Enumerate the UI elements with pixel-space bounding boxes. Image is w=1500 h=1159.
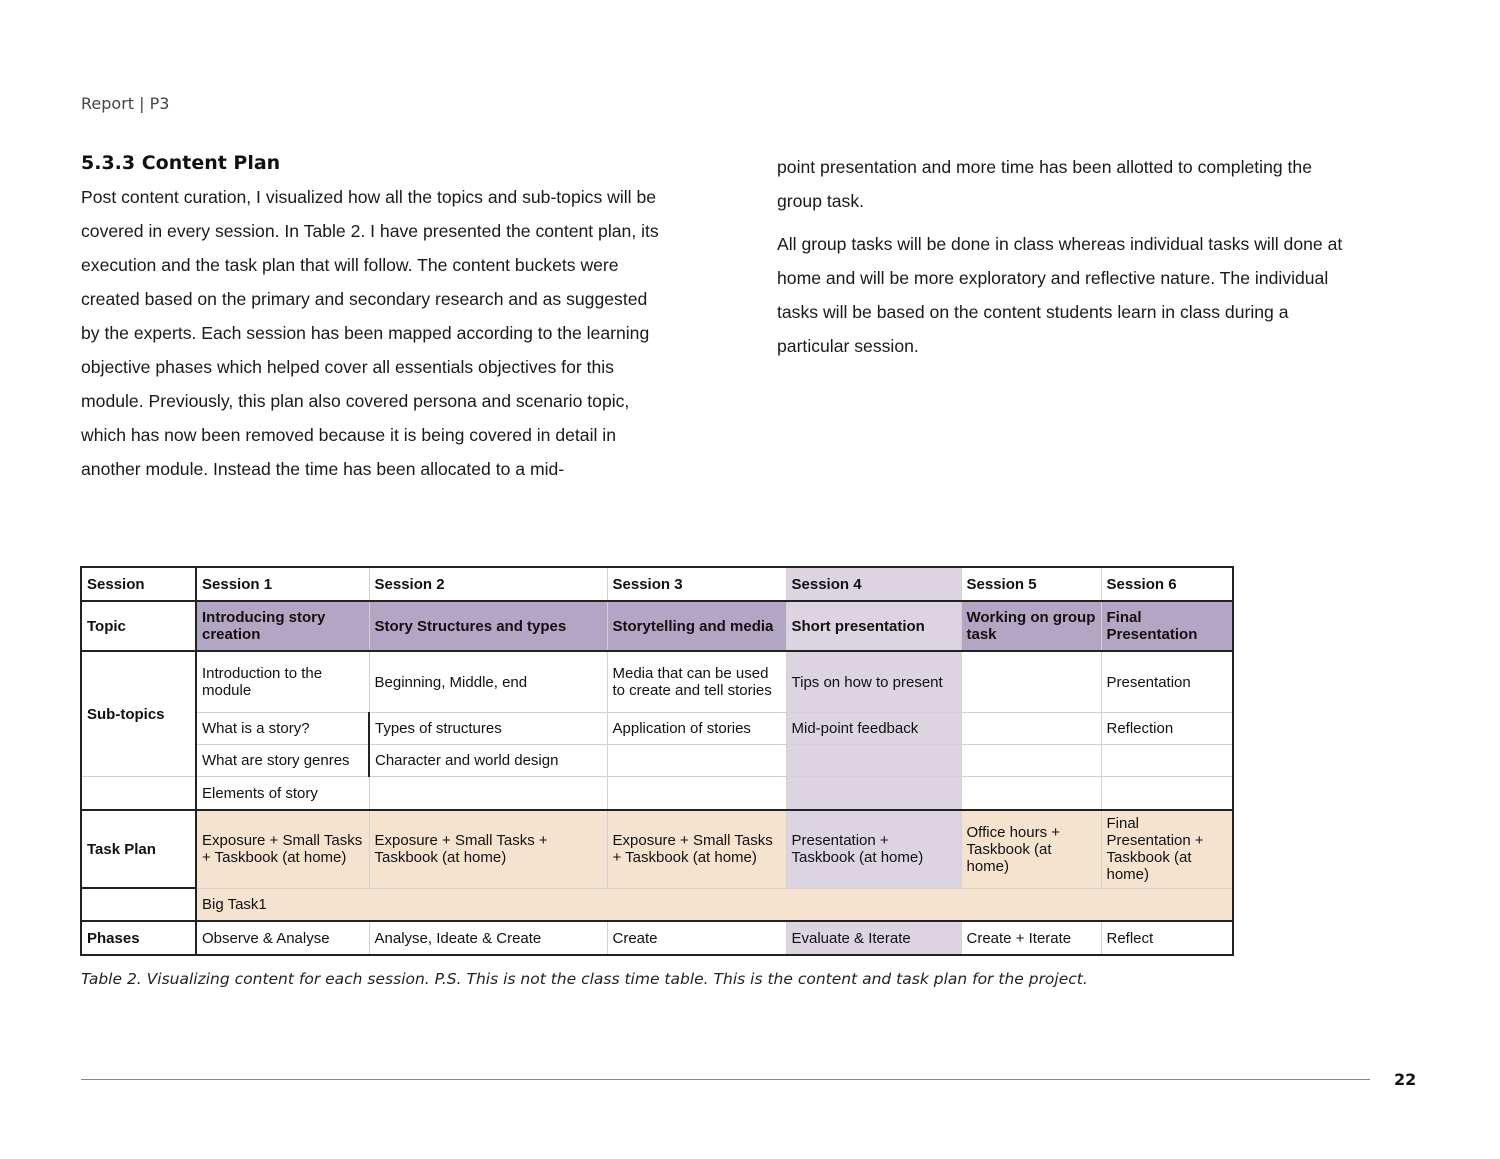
phase-cell: Create + Iterate bbox=[961, 921, 1101, 955]
header-cell: Session 2 bbox=[369, 567, 607, 601]
phase-cell: Create bbox=[607, 921, 786, 955]
big-task-row bbox=[81, 888, 1233, 921]
phase-cell: Evaluate & Iterate bbox=[786, 921, 961, 955]
body-paragraph-left: Post content curation, I visualized how all the topics and sub-topics will be covered in every session. In Table 2. I have presented the content plan, its execution and the task plan that will follow. The content buckets were created based on the primary and secondary research and as suggested by the experts. Each session has been mapped according to the learning objective phases which helped cover all essentials objectives for this module. Previously, this plan also covered persona and scenario topic, which has now been removed because it is being covered in detail in another module. Instead the time has been allocated to a mid- bbox=[81, 187, 659, 479]
taskplan-row bbox=[81, 810, 1233, 888]
header-cell: Session 5 bbox=[961, 567, 1101, 601]
subtopic-cell: Tips on how to present bbox=[786, 651, 961, 713]
subtopic-cell: Reflection bbox=[1101, 713, 1233, 745]
subtopic-cell bbox=[607, 777, 786, 811]
subtopic-cell: Application of stories bbox=[607, 713, 786, 745]
taskplan-cell: Presentation + Taskbook (at home) bbox=[786, 810, 961, 888]
subtopic-cell bbox=[961, 651, 1101, 713]
subtopic-row bbox=[81, 713, 1233, 745]
right-column bbox=[777, 150, 1357, 372]
taskplan-cell: Final Presentation + Taskbook (at home) bbox=[1101, 810, 1233, 888]
subtopic-cell: Media that can be used to create and tell stories bbox=[607, 651, 786, 713]
topic-cell: Short presentation bbox=[786, 601, 961, 651]
taskplan-cell: Office hours + Taskbook (at home) bbox=[961, 810, 1101, 888]
subtopic-cell: Elements of story bbox=[196, 777, 369, 811]
subtopic-cell: Introduction to the module bbox=[196, 651, 369, 713]
body-paragraph-right-2: All group tasks will be done in class whereas individual tasks will done at home and will be more exploratory and reflective nature. The individual tasks will be based on the content students learn in class during a particular session. bbox=[777, 234, 1343, 356]
row-label: Topic bbox=[81, 601, 196, 651]
phases-row bbox=[81, 921, 1233, 955]
subtopic-row bbox=[81, 777, 1233, 811]
subtopic-cell bbox=[786, 777, 961, 811]
section-title: 5.3.3 Content Plan bbox=[81, 152, 281, 174]
header-cell: Session 3 bbox=[607, 567, 786, 601]
footer-divider bbox=[81, 1079, 1370, 1080]
subtopic-row bbox=[81, 745, 1233, 777]
big-task-cell: Big Task1 bbox=[196, 888, 1233, 921]
page-number: 22 bbox=[1394, 1070, 1417, 1089]
taskplan-cell: Exposure + Small Tasks + Taskbook (at home) bbox=[196, 810, 369, 888]
header-cell: Session 4 bbox=[786, 567, 961, 601]
left-column bbox=[81, 150, 661, 495]
row-label: Sub-topics bbox=[81, 651, 196, 777]
body-paragraph-right-1: point presentation and more time has been allotted to completing the group task. bbox=[777, 157, 1312, 211]
taskplan-cell: Exposure + Small Tasks + Taskbook (at home) bbox=[607, 810, 786, 888]
topic-cell: Introducing story creation bbox=[196, 601, 369, 651]
subtopic-cell bbox=[961, 777, 1101, 811]
phase-cell: Analyse, Ideate & Create bbox=[369, 921, 607, 955]
row-label: Task Plan bbox=[81, 810, 196, 888]
subtopic-cell: Beginning, Middle, end bbox=[369, 651, 607, 713]
session-header-row bbox=[81, 567, 1233, 601]
subtopic-cell: What is a story? bbox=[196, 713, 369, 745]
phase-cell: Observe & Analyse bbox=[196, 921, 369, 955]
taskplan-cell: Exposure + Small Tasks + Taskbook (at home) bbox=[369, 810, 607, 888]
subtopic-cell bbox=[961, 745, 1101, 777]
phase-cell: Reflect bbox=[1101, 921, 1233, 955]
subtopic-cell bbox=[961, 713, 1101, 745]
topic-cell: Final Presentation bbox=[1101, 601, 1233, 651]
topic-cell: Working on group task bbox=[961, 601, 1101, 651]
header-cell: Session bbox=[81, 567, 196, 601]
subtopic-cell: What are story genres bbox=[196, 745, 369, 777]
subtopic-cell bbox=[607, 745, 786, 777]
subtopic-cell: Mid-point feedback bbox=[786, 713, 961, 745]
content-plan-table bbox=[80, 566, 1234, 956]
topic-cell: Storytelling and media bbox=[607, 601, 786, 651]
report-header: Report | P3 bbox=[81, 94, 170, 113]
topic-cell: Story Structures and types bbox=[369, 601, 607, 651]
subtopic-cell bbox=[369, 777, 607, 811]
subtopic-cell: Presentation bbox=[1101, 651, 1233, 713]
header-cell: Session 6 bbox=[1101, 567, 1233, 601]
subtopic-cell: Character and world design bbox=[369, 745, 607, 777]
header-cell: Session 1 bbox=[196, 567, 369, 601]
table-caption: Table 2. Visualizing content for each session. P.S. This is not the class time table. This is the content and task plan for the project. bbox=[81, 970, 1088, 988]
subtopic-cell bbox=[1101, 745, 1233, 777]
row-label-empty bbox=[81, 777, 196, 811]
row-label: Phases bbox=[81, 921, 196, 955]
subtopic-row bbox=[81, 651, 1233, 713]
topic-row bbox=[81, 601, 1233, 651]
subtopic-cell bbox=[786, 745, 961, 777]
subtopic-cell: Types of structures bbox=[369, 713, 607, 745]
subtopic-cell bbox=[1101, 777, 1233, 811]
row-label-empty bbox=[81, 888, 196, 921]
